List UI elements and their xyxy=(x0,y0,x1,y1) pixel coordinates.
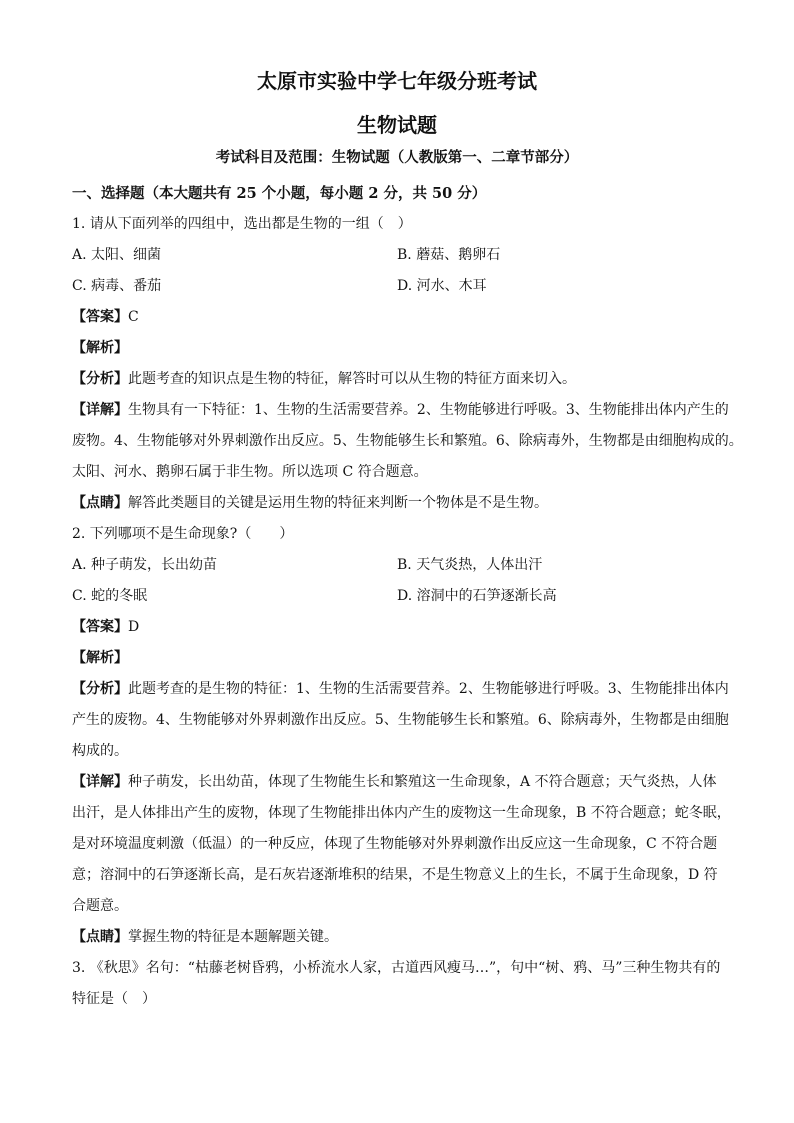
q1-xiangjie-line1: 生物具有一下特征：1、生物的生活需要营养。2、生物能够进行呼吸。3、生物能排出体内产生的 xyxy=(128,402,729,418)
q2-xiangjie-line5: 合题意。 xyxy=(72,898,128,914)
exam-title: 太原市实验中学七年级分班考试 xyxy=(257,69,537,93)
q1-fenxi-tag: 【分析】 xyxy=(72,371,128,387)
q2-xiangjie-line4: 意；溶洞中的石笋逐渐长高，是石灰岩逐渐堆积的结果，不是生物意义上的生长，不属于生命现象，D 符 xyxy=(72,867,718,883)
q1-fenxi xyxy=(72,364,722,395)
exam-subtitle: 生物试题 xyxy=(357,113,437,137)
q2-xiangjie xyxy=(72,767,722,798)
q2-dianjing-tag: 【点睛】 xyxy=(72,929,128,945)
q1-fenxi-text: 此题考查的知识点是生物的特征，解答时可以从生物的特征方面来切入。 xyxy=(128,371,576,387)
exam-scope: 考试科目及范围：生物试题（人教版第一、二章节部分） xyxy=(215,149,579,166)
q2-answer-tag: 【答案】 xyxy=(72,619,128,635)
q2-dianjing-text: 掌握生物的特征是本题解题关键。 xyxy=(128,929,338,945)
q3-stem-line2: 特征是（ ） xyxy=(72,991,156,1007)
q2-xiangjie-line1: 种子萌发，长出幼苗，体现了生物能生长和繁殖这一生命现象，A 不符合题意；天气炎热，人体 xyxy=(128,774,717,790)
q1-answer-value: C xyxy=(128,309,139,325)
q1-stem: 1. 请从下面列举的四组中，选出都是生物的一组（ ） xyxy=(72,216,412,232)
q2-stem: 2. 下列哪项不是生命现象?（ ） xyxy=(72,526,294,542)
q1-option-c: C. 病毒、番茄 xyxy=(72,278,162,294)
q2-fenxi xyxy=(72,674,729,705)
q2-fenxi-line1: 此题考查的是生物的特征：1、生物的生活需要营养。2、生物能够进行呼吸。3、生物能排出体内 xyxy=(128,681,729,697)
q2-jiexi xyxy=(72,643,722,674)
q1-dianjing-text: 解答此类题目的关键是运用生物的特征来判断一个物体是不是生物。 xyxy=(128,495,548,511)
q1-dianjing-tag: 【点睛】 xyxy=(72,495,128,511)
q2-fenxi-tag: 【分析】 xyxy=(72,681,128,697)
q1-option-d: D. 河水、木耳 xyxy=(397,278,487,294)
q2-dianjing xyxy=(72,922,722,953)
q1-xiangjie-line3: 太阳、河水、鹅卵石属于非生物。所以选项 C 符合题意。 xyxy=(72,464,428,480)
q2-fenxi-line2: 产生的废物。4、生物能够对外界刺激作出反应。5、生物能够生长和繁殖。6、除病毒外，生物都是由细胞 xyxy=(72,712,729,728)
q2-xiangjie-tag: 【详解】 xyxy=(72,774,128,790)
q2-fenxi-line3: 构成的。 xyxy=(72,743,128,759)
q1-xiangjie-tag: 【详解】 xyxy=(72,402,128,418)
q2-option-d: D. 溶洞中的石笋逐渐长高 xyxy=(397,588,557,604)
q1-answer xyxy=(72,302,722,333)
q2-option-b: B. 天气炎热，人体出汗 xyxy=(397,557,543,573)
q2-answer-value: D xyxy=(128,619,140,635)
q3-stem-line1: 3. 《秋思》名句：“枯藤老树昏鸦，小桥流水人家，古道西风瘦马…”，句中“树、鸦、马”三种生物共有的 xyxy=(72,960,721,976)
q1-options-row1 xyxy=(72,240,722,271)
q2-options-row2 xyxy=(72,581,722,612)
q1-answer-tag: 【答案】 xyxy=(72,309,128,325)
q2-answer xyxy=(72,612,722,643)
q1-option-a: A. 太阳、细菌 xyxy=(72,247,162,263)
q1-option-b: B. 蘑菇、鹅卵石 xyxy=(397,247,501,263)
q1-jiexi xyxy=(72,333,722,364)
exam-content xyxy=(72,178,743,1015)
q2-options-row1 xyxy=(72,550,722,581)
q2-option-a: A. 种子萌发，长出幼苗 xyxy=(72,557,218,573)
q2-xiangjie-line3: 是对环境温度刺激（低温）的一种反应，体现了生物能够对外界刺激作出反应这一生命现象，C 不符合题 xyxy=(72,836,718,852)
q2-option-c: C. 蛇的冬眠 xyxy=(72,588,148,604)
q1-options-row2 xyxy=(72,271,722,302)
q2-jiexi-tag: 【解析】 xyxy=(72,650,128,666)
q1-xiangjie xyxy=(72,395,729,426)
q1-jiexi-tag: 【解析】 xyxy=(72,340,128,356)
q2-xiangjie-line2: 出汗，是人体排出产生的废物，体现了生物能排出体内产生的废物这一生命现象，B 不符合题意；蛇冬眠， xyxy=(72,805,731,821)
q1-dianjing xyxy=(72,488,722,519)
section-title: 一、选择题（本大题共有 25 个小题，每小题 2 分，共 50 分） xyxy=(72,185,487,202)
q1-xiangjie-line2: 废物。4、生物能够对外界刺激作出反应。5、生物能够生长和繁殖。6、除病毒外，生物都是由细胞构成的。 xyxy=(72,433,743,449)
